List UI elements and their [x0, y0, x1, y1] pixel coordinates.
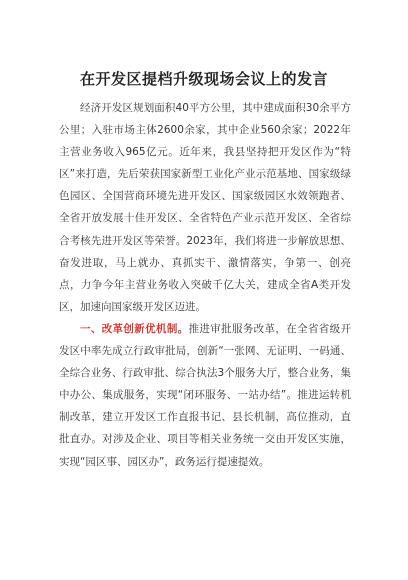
paragraph-reform-text: 推进审批服务改革，在全省省级开发区中率先成立行政审批局，创新“一张网、无证明、一码通、全综合业务、行政审批、综合执法3个服务大厅，整合业务，集中办公、集成服务，实现“闭环服务、一站办结”。推进运转机制改革，建立开发区工作直报书记、县长机制，高位推动，直批直办。对涉及企业、项目等相关业务统一交由开发区实施，实现“园区事、园区办”，政务运行提速提效。: [59, 322, 352, 468]
document-title: 在开发区提档升级现场会议上的发言: [79, 70, 328, 88]
document-body: [59, 97, 351, 473]
paragraph-reform: [59, 318, 351, 473]
section-heading-reform: 一、改革创新优机制。: [80, 322, 189, 335]
paragraph-intro: 经济开发区规划面积40平方公里，其中建成面积30余平方公里；入驻市场主体2600余家，其中企业560余家；2022年主营业务收入965亿元。近年来，我县坚持把开发区作为“特区”来打造，先后荣获国家新型工业化产业示范基地、国家级绿色园区、全国营商环境先进开发区、国家级园区水效领跑者、全省开放发展十佳开发区、全省特色产业示范开发区、全省综合考核先进开发区等荣誉。2023年，我们将进一步解放思想、奋发进取，马上就办、真抓实干、激情落实，争第一、创亮点，力争今年主营业务收入突破千亿大关，建成全省A类开发区，加速向国家级开发区迈进。: [59, 102, 351, 313]
